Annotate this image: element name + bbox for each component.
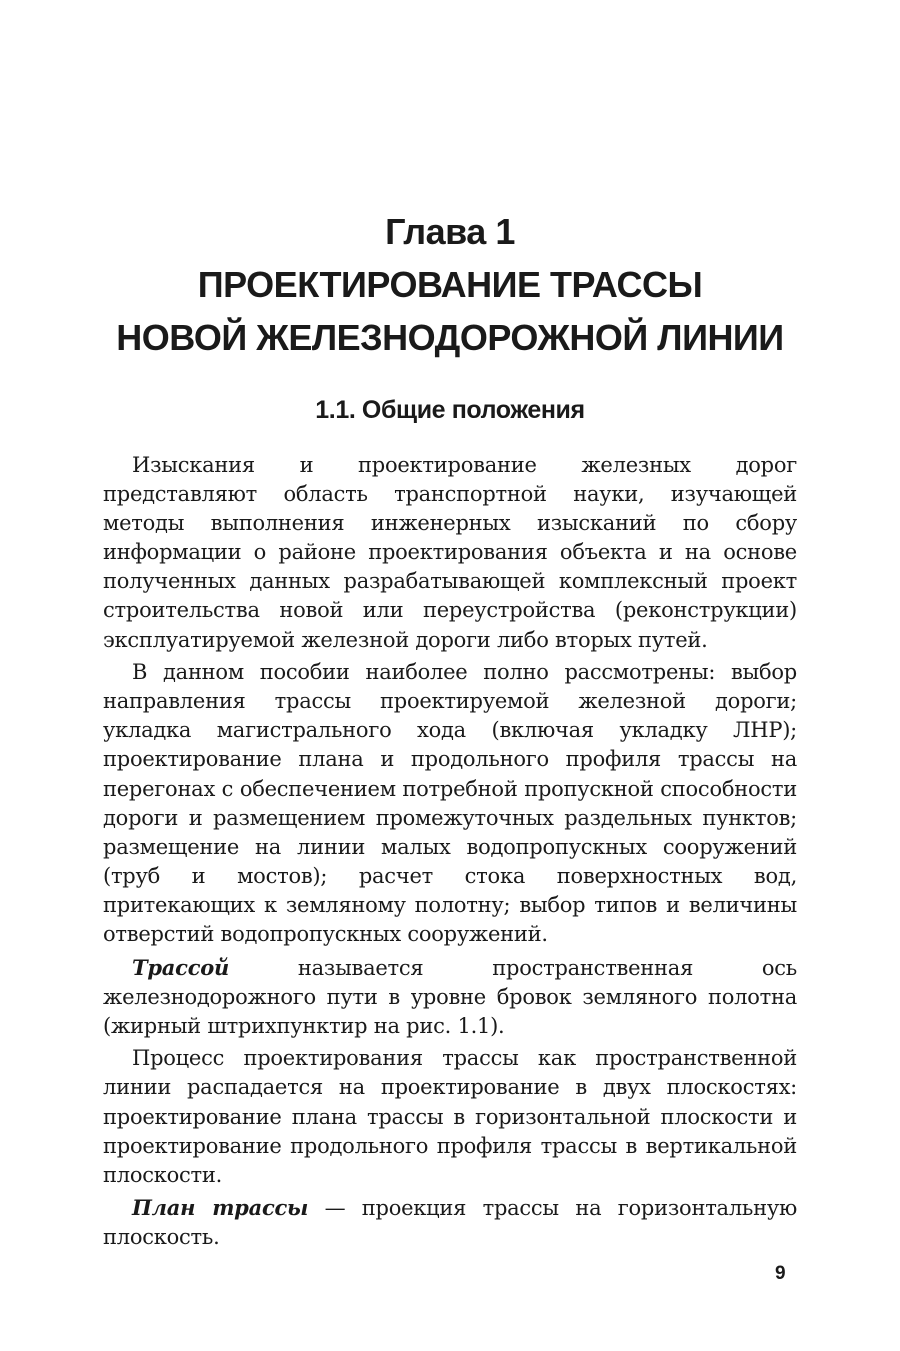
paragraph-1: Изыскания и проектирование железных дорог представляют область транспортной науки, изучающей методы выполнения инженерных изысканий по сбору информации о районе проектирования объекта и на основе полученных данных разрабатывающей комплексный проект строительства новой или переустройства (реконструкции) эксплуатируемой железной дороги либо вторых путей. — [103, 453, 797, 652]
paragraph-5-text: — проекция трассы на горизонтальную плоскость. — [103, 1196, 797, 1250]
paragraph-4: Процесс проектирования трассы как пространственной линии распадается на проектирование в двух плоскостях: проектирование плана трассы в горизонтальной плоскости и проектирование продольного профиля трассы в вертикальной плоскости. — [103, 1046, 797, 1187]
chapter-heading — [0, 205, 900, 364]
chapter-title-line-2: НОВОЙ ЖЕЛЕЗНОДОРОЖНОЙ ЛИНИИ — [116, 317, 784, 358]
term-trassa: Трассой — [132, 954, 230, 980]
paragraph-2: В данном пособии наиболее полно рассмотрены: выбор направления трассы проектируемой железной дороги; укладка магистрального хода (включая укладку ЛНР); проектирование плана и продольного профиля трассы на перегонах с обеспечением потребной пропускной способности дороги и размещением промежуточных раздельных пунктов; размещение на линии малых водопропускных сооружений (труб и мостов); расчет стока поверхностных вод, притекающих к земляному полотну; выбор типов и величины отверстий водопропускных сооружений. — [103, 660, 797, 946]
term-plan-trassy: План трассы — [132, 1195, 309, 1221]
chapter-label: Глава 1 — [385, 211, 515, 252]
chapter-title-line-1: ПРОЕКТИРОВАНИЕ ТРАССЫ — [197, 264, 703, 305]
section-title: 1.1. Общие положения — [315, 396, 585, 424]
paragraph-5 — [103, 1193, 797, 1252]
paragraph-3-text: называется пространственная ось железнодорожного пути в уровне бровок земляного полотна (жирный штрихпунктир на рис. 1.1). — [103, 955, 797, 1038]
paragraph-3 — [103, 953, 797, 1041]
body-text — [103, 451, 797, 1253]
page-number: 9 — [775, 1263, 786, 1284]
